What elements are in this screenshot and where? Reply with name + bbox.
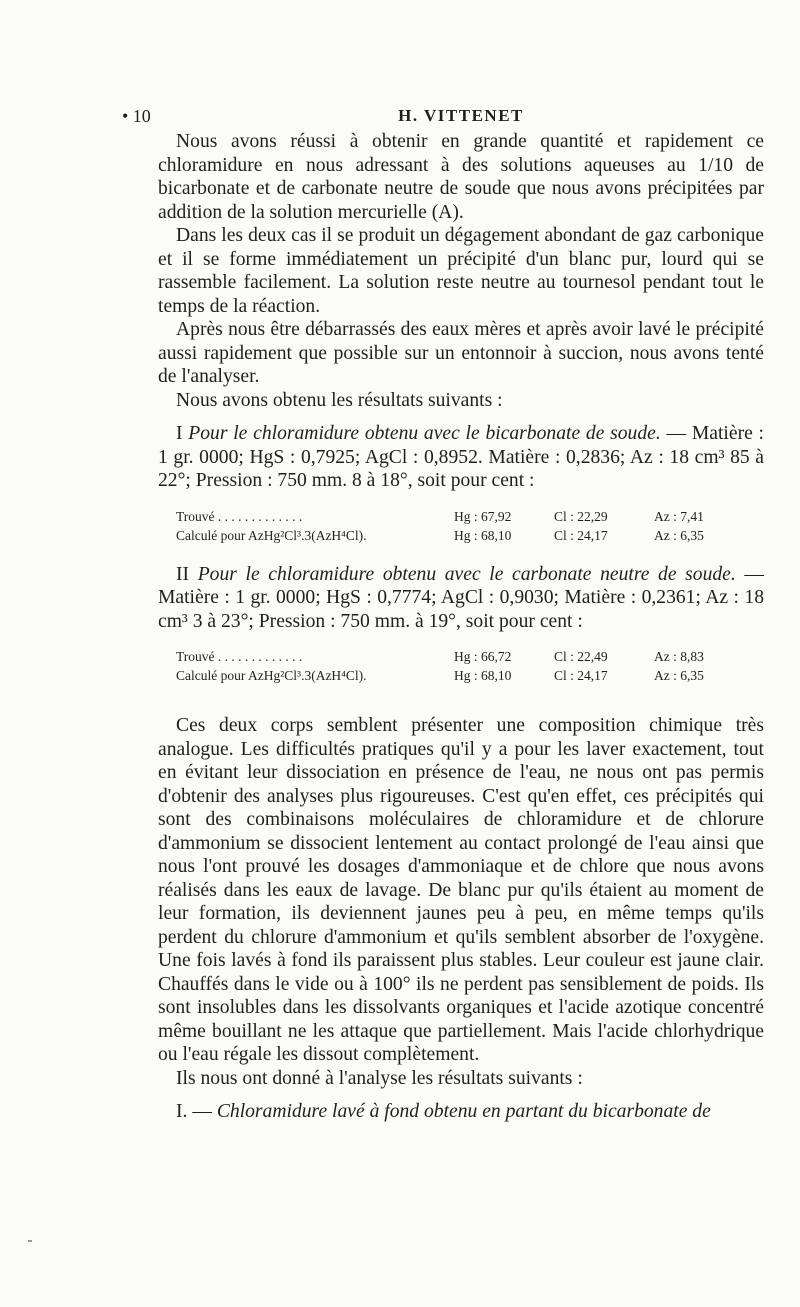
results-table-2: [176, 649, 726, 687]
cl-value: Cl : 22,29: [554, 508, 608, 524]
az-value: Az : 8,83: [654, 649, 704, 664]
az-value: Az : 6,35: [654, 668, 704, 683]
row-label: Calculé pour AzHg²Cl³.3(AzH⁴Cl).: [176, 527, 367, 543]
table-row: [176, 649, 726, 668]
analysis-number: I: [176, 423, 183, 444]
row-label: Trouvé . . . . . . . . . . . . .: [176, 508, 303, 524]
analysis-title: Pour le chloramidure obtenu avec le bicarbonate de soude.: [188, 423, 661, 444]
hg-value: Hg : 66,72: [454, 649, 512, 664]
analysis-heading-3: [158, 1100, 764, 1124]
page-number: • 10: [122, 106, 151, 126]
hg-value: Hg : 68,10: [454, 527, 512, 543]
analysis-number: I. —: [176, 1101, 217, 1122]
cl-value: Cl : 22,49: [554, 649, 608, 664]
row-label: Calculé pour AzHg²Cl³.3(AzH⁴Cl).: [176, 668, 367, 683]
hg-value: Hg : 68,10: [454, 668, 512, 683]
analysis-title: Pour le chloramidure obtenu avec le carbonate neutre de soude.: [197, 563, 736, 585]
results-table-1: [176, 509, 726, 547]
paragraph: Nous avons réussi à obtenir en grande quantité et rapidement ce chloramidure en nous adressant à des solutions aqueuses au 1/10 de bicarbonate et de carbonate neutre de soude que nous avons précipitées par addition de la solution mercurielle (A).: [158, 131, 764, 223]
paragraph: Ces deux corps semblent présenter une composition chimique très analogue. Les difficultés pratiques qu'il y a pour les laver exactement, tout en évitant leur dissociation en présence de l'eau, ne nous ont pas permis d'obtenir des analyses plus rigoureuses. C'est qu'en effet, ces précipités qui sont des combinaisons moléculaires de chloramidure et de chlorure d'ammonium se dissocient lentement au contact prolongé de l'eau ainsi que nous l'ont prouvé les dosages d'ammoniaque et de chlore que nous avons réalisés dans les eaux de lavage. De blanc pur qu'ils étaient au moment de leur formation, ils deviennent jaunes peu à peu, en même temps qu'ils perdent du chlorure d'ammonium et qu'ils semblent absorber de l'oxygène. Une fois lavés à fond ils paraissent plus stables. Leur couleur est jaune clair. Chauffés dans le vide ou à 100° ils ne perdent pas sensiblement de poids. Ils sont insolubles dans les dissolvants organiques et l'acide azotique concentré même bouillant ne les attaque que partiellement. Mais l'acide chlorhydrique ou l'eau régale les dissout complètement.: [158, 715, 764, 1065]
running-header: [122, 100, 764, 130]
analysis-number: II: [176, 563, 190, 585]
cl-value: Cl : 24,17: [554, 527, 608, 543]
scan-speck: [28, 1240, 32, 1242]
az-value: Az : 7,41: [654, 508, 704, 524]
hg-value: Hg : 67,92: [454, 508, 512, 524]
table-row: [176, 528, 726, 547]
cl-value: Cl : 24,17: [554, 668, 608, 683]
paragraph: Ils nous ont donné à l'analyse les résultats suivants :: [176, 1067, 583, 1089]
row-label: Trouvé . . . . . . . . . . . . .: [176, 649, 303, 664]
running-author: H. VITTENET: [398, 106, 524, 125]
analysis-text: — Matière : 1 gr. 0000; HgS : 0,7774; AgCl : 0,9030; Matière : 0,2361; Az : 18 cm³ 3 à 23°; Pression : 750 mm. à 19°, soit pour cent :: [158, 563, 764, 632]
analysis-heading-1: [158, 422, 764, 493]
analysis-title: Chloramidure lavé à fond obtenu en partant du bicarbonate de: [216, 1101, 711, 1122]
table-row: [176, 509, 726, 528]
az-value: Az : 6,35: [654, 527, 704, 543]
document-page: [122, 100, 764, 1124]
paragraph: Après nous être débarrassés des eaux mères et après avoir lavé le précipité aussi rapidement que possible sur un entonnoir à succion, nous avons tenté de l'analyser.: [158, 319, 764, 387]
paragraph: Nous avons obtenu les résultats suivants :: [176, 389, 503, 411]
table-row: [176, 668, 726, 687]
analysis-heading-2: [158, 563, 764, 634]
analysis-text: — Matière : 1 gr. 0000; HgS : 0,7925; AgCl : 0,8952. Matière : 0,2836; Az : 18 cm³ 85 à 22°; Pression : 750 mm. 8 à 18°, soit pour cent :: [158, 423, 764, 491]
paragraph: Dans les deux cas il se produit un dégagement abondant de gaz carbonique et il se forme immédiatement un précipité d'un blanc pur, lourd qui se rassemble facilement. La solution reste neutre au tournesol pendant tout le temps de la réaction.: [158, 225, 764, 317]
